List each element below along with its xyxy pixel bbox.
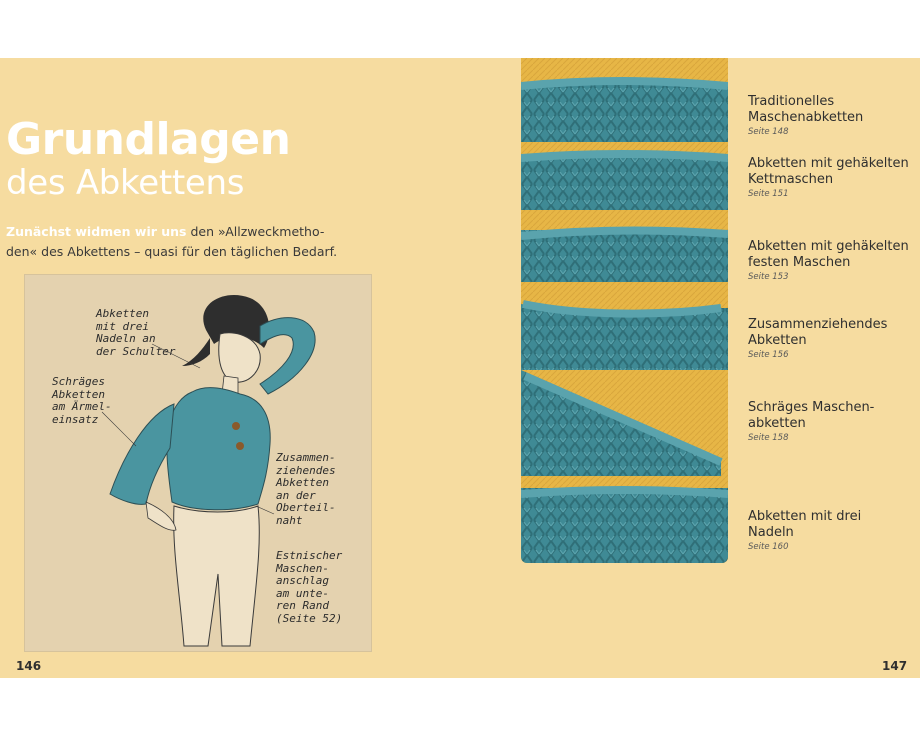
swatches-graphic (521, 58, 728, 563)
method-item (748, 317, 920, 360)
note-hem: Estnischer Maschen- anschlag am unte- ren Rand (Seite 52) (276, 549, 343, 625)
method-page: Seite 153 (748, 272, 789, 282)
chapter-subtitle: des Abkettens (6, 163, 245, 203)
book-spread (0, 58, 920, 678)
intro-text: den »Allzweckmetho-den« des Abkettens – quasi für den täglichen Bedarf. (6, 224, 338, 259)
method-name: Abketten mit gehäkelten Kettmaschen (748, 156, 909, 187)
method-name: Abketten mit drei Nadeln (748, 509, 862, 540)
method-page: Seite 158 (748, 433, 789, 443)
knitting-swatches-photo (521, 58, 728, 563)
method-item (748, 94, 920, 137)
method-item (748, 509, 920, 552)
note-seam: Zusammen- ziehendes Abketten an der Oberteil- naht (276, 451, 336, 527)
method-name: Schräges Maschen- abketten (748, 400, 875, 431)
fashion-illustration (24, 274, 372, 652)
method-name: Abketten mit gehäkelten festen Maschen (748, 239, 909, 270)
page-number-right: 147 (882, 659, 908, 673)
page-number-left: 146 (16, 659, 42, 673)
method-item (748, 400, 920, 443)
note-shoulder: Abketten mit drei Nadeln an der Schulter (96, 307, 176, 358)
method-page: Seite 151 (748, 189, 789, 199)
note-sleeve: Schräges Abketten am Ärmel- einsatz (52, 375, 112, 426)
intro-lead: Zunächst widmen wir uns (6, 224, 187, 239)
method-name: Traditionelles Maschenabketten (748, 94, 864, 125)
method-page: Seite 160 (748, 542, 789, 552)
method-name: Zusammenziehendes Abketten (748, 317, 888, 348)
method-item (748, 156, 920, 199)
intro-paragraph (6, 222, 341, 262)
chapter-title: Grundlagen (6, 114, 291, 165)
method-page: Seite 148 (748, 127, 789, 137)
method-item (748, 239, 920, 282)
method-page: Seite 156 (748, 350, 789, 360)
